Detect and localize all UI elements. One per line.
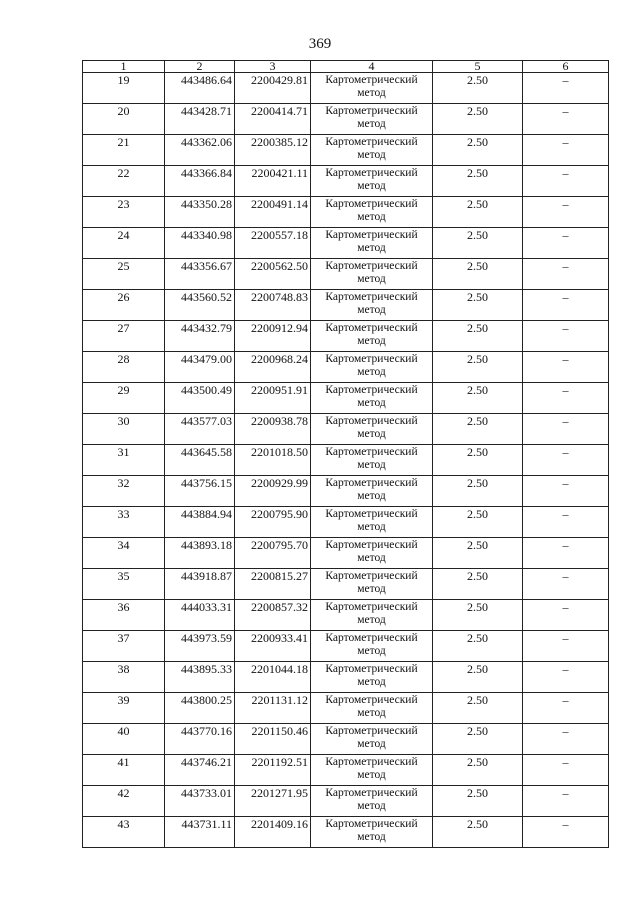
- x-coordinate-cell: 443733.01: [165, 786, 235, 817]
- table-row: [83, 166, 609, 197]
- table-row: [83, 538, 609, 569]
- point-number-cell: 32: [83, 476, 165, 507]
- y-coordinate-cell: 2200951.91: [235, 383, 311, 414]
- column-header-4: 4: [311, 61, 433, 73]
- point-number-cell: 40: [83, 724, 165, 755]
- method-cell: Картометрический метод: [311, 786, 433, 817]
- y-coordinate-cell: 2201131.12: [235, 693, 311, 724]
- y-coordinate-cell: 2201044.18: [235, 662, 311, 693]
- accuracy-cell: 2.50: [433, 507, 523, 538]
- point-number-cell: 33: [83, 507, 165, 538]
- point-number-cell: 39: [83, 693, 165, 724]
- x-coordinate-cell: 443770.16: [165, 724, 235, 755]
- method-cell: Картометрический метод: [311, 817, 433, 848]
- method-cell: Картометрический метод: [311, 569, 433, 600]
- accuracy-cell: 2.50: [433, 538, 523, 569]
- table-row: [83, 321, 609, 352]
- table-row: [83, 228, 609, 259]
- accuracy-cell: 2.50: [433, 817, 523, 848]
- y-coordinate-cell: 2200938.78: [235, 414, 311, 445]
- x-coordinate-cell: 443893.18: [165, 538, 235, 569]
- accuracy-cell: 2.50: [433, 600, 523, 631]
- x-coordinate-cell: 443918.87: [165, 569, 235, 600]
- x-coordinate-cell: 443350.28: [165, 197, 235, 228]
- column-header-2: 2: [165, 61, 235, 73]
- y-coordinate-cell: 2200491.14: [235, 197, 311, 228]
- method-cell: Картометрический метод: [311, 600, 433, 631]
- note-cell: –: [523, 538, 609, 569]
- method-cell: Картометрический метод: [311, 662, 433, 693]
- method-cell: Картометрический метод: [311, 166, 433, 197]
- x-coordinate-cell: 443731.11: [165, 817, 235, 848]
- x-coordinate-cell: 443428.71: [165, 104, 235, 135]
- method-cell: Картометрический метод: [311, 693, 433, 724]
- table-row: [83, 352, 609, 383]
- point-number-cell: 23: [83, 197, 165, 228]
- note-cell: –: [523, 197, 609, 228]
- x-coordinate-cell: 443756.15: [165, 476, 235, 507]
- note-cell: –: [523, 693, 609, 724]
- table-row: [83, 197, 609, 228]
- point-number-cell: 31: [83, 445, 165, 476]
- x-coordinate-cell: 443895.33: [165, 662, 235, 693]
- accuracy-cell: 2.50: [433, 290, 523, 321]
- method-cell: Картометрический метод: [311, 352, 433, 383]
- note-cell: –: [523, 166, 609, 197]
- note-cell: –: [523, 662, 609, 693]
- note-cell: –: [523, 724, 609, 755]
- point-number-cell: 30: [83, 414, 165, 445]
- point-number-cell: 37: [83, 631, 165, 662]
- method-cell: Картометрический метод: [311, 259, 433, 290]
- column-header-1: 1: [83, 61, 165, 73]
- column-header-3: 3: [235, 61, 311, 73]
- x-coordinate-cell: 443973.59: [165, 631, 235, 662]
- method-cell: Картометрический метод: [311, 445, 433, 476]
- point-number-cell: 43: [83, 817, 165, 848]
- method-cell: Картометрический метод: [311, 507, 433, 538]
- method-cell: Картометрический метод: [311, 631, 433, 662]
- y-coordinate-cell: 2200414.71: [235, 104, 311, 135]
- method-cell: Картометрический метод: [311, 135, 433, 166]
- method-cell: Картометрический метод: [311, 197, 433, 228]
- method-cell: Картометрический метод: [311, 476, 433, 507]
- accuracy-cell: 2.50: [433, 383, 523, 414]
- note-cell: –: [523, 383, 609, 414]
- note-cell: –: [523, 414, 609, 445]
- y-coordinate-cell: 2201150.46: [235, 724, 311, 755]
- table-body: [83, 73, 609, 848]
- note-cell: –: [523, 600, 609, 631]
- accuracy-cell: 2.50: [433, 228, 523, 259]
- table-row: [83, 383, 609, 414]
- y-coordinate-cell: 2200557.18: [235, 228, 311, 259]
- x-coordinate-cell: 443432.79: [165, 321, 235, 352]
- note-cell: –: [523, 352, 609, 383]
- point-number-cell: 22: [83, 166, 165, 197]
- point-number-cell: 36: [83, 600, 165, 631]
- point-number-cell: 41: [83, 755, 165, 786]
- accuracy-cell: 2.50: [433, 569, 523, 600]
- method-cell: Картометрический метод: [311, 321, 433, 352]
- note-cell: –: [523, 321, 609, 352]
- x-coordinate-cell: 443362.06: [165, 135, 235, 166]
- accuracy-cell: 2.50: [433, 352, 523, 383]
- accuracy-cell: 2.50: [433, 104, 523, 135]
- table-row: [83, 724, 609, 755]
- accuracy-cell: 2.50: [433, 786, 523, 817]
- point-number-cell: 38: [83, 662, 165, 693]
- column-header-5: 5: [433, 61, 523, 73]
- x-coordinate-cell: 443340.98: [165, 228, 235, 259]
- table-row: [83, 662, 609, 693]
- accuracy-cell: 2.50: [433, 662, 523, 693]
- table-row: [83, 290, 609, 321]
- accuracy-cell: 2.50: [433, 135, 523, 166]
- note-cell: –: [523, 259, 609, 290]
- point-number-cell: 42: [83, 786, 165, 817]
- y-coordinate-cell: 2200748.83: [235, 290, 311, 321]
- table-row: [83, 414, 609, 445]
- method-cell: Картометрический метод: [311, 383, 433, 414]
- y-coordinate-cell: 2200795.70: [235, 538, 311, 569]
- accuracy-cell: 2.50: [433, 631, 523, 662]
- table-row: [83, 569, 609, 600]
- note-cell: –: [523, 817, 609, 848]
- x-coordinate-cell: 443560.52: [165, 290, 235, 321]
- accuracy-cell: 2.50: [433, 414, 523, 445]
- point-number-cell: 19: [83, 73, 165, 104]
- point-number-cell: 26: [83, 290, 165, 321]
- note-cell: –: [523, 135, 609, 166]
- y-coordinate-cell: 2200929.99: [235, 476, 311, 507]
- x-coordinate-cell: 443479.00: [165, 352, 235, 383]
- x-coordinate-cell: 443800.25: [165, 693, 235, 724]
- x-coordinate-cell: 443500.49: [165, 383, 235, 414]
- page-number: 369: [308, 36, 332, 52]
- accuracy-cell: 2.50: [433, 445, 523, 476]
- accuracy-cell: 2.50: [433, 724, 523, 755]
- accuracy-cell: 2.50: [433, 166, 523, 197]
- accuracy-cell: 2.50: [433, 197, 523, 228]
- y-coordinate-cell: 2201271.95: [235, 786, 311, 817]
- point-number-cell: 24: [83, 228, 165, 259]
- y-coordinate-cell: 2200429.81: [235, 73, 311, 104]
- y-coordinate-cell: 2200933.41: [235, 631, 311, 662]
- y-coordinate-cell: 2200562.50: [235, 259, 311, 290]
- x-coordinate-cell: 443746.21: [165, 755, 235, 786]
- method-cell: Картометрический метод: [311, 755, 433, 786]
- note-cell: –: [523, 476, 609, 507]
- note-cell: –: [523, 73, 609, 104]
- x-coordinate-cell: 443645.58: [165, 445, 235, 476]
- coordinates-table: [82, 60, 609, 848]
- x-coordinate-cell: 443884.94: [165, 507, 235, 538]
- accuracy-cell: 2.50: [433, 693, 523, 724]
- y-coordinate-cell: 2201409.16: [235, 817, 311, 848]
- table-row: [83, 755, 609, 786]
- table-row: [83, 259, 609, 290]
- point-number-cell: 35: [83, 569, 165, 600]
- point-number-cell: 21: [83, 135, 165, 166]
- table-row: [83, 693, 609, 724]
- y-coordinate-cell: 2201192.51: [235, 755, 311, 786]
- method-cell: Картометрический метод: [311, 538, 433, 569]
- table-row: [83, 73, 609, 104]
- point-number-cell: 27: [83, 321, 165, 352]
- note-cell: –: [523, 631, 609, 662]
- header-row: [83, 61, 609, 73]
- note-cell: –: [523, 445, 609, 476]
- x-coordinate-cell: 444033.31: [165, 600, 235, 631]
- table-row: [83, 476, 609, 507]
- point-number-cell: 25: [83, 259, 165, 290]
- table-row: [83, 135, 609, 166]
- accuracy-cell: 2.50: [433, 476, 523, 507]
- method-cell: Картометрический метод: [311, 104, 433, 135]
- x-coordinate-cell: 443486.64: [165, 73, 235, 104]
- table-row: [83, 507, 609, 538]
- note-cell: –: [523, 507, 609, 538]
- accuracy-cell: 2.50: [433, 321, 523, 352]
- note-cell: –: [523, 755, 609, 786]
- note-cell: –: [523, 290, 609, 321]
- method-cell: Картометрический метод: [311, 73, 433, 104]
- y-coordinate-cell: 2200815.27: [235, 569, 311, 600]
- note-cell: –: [523, 104, 609, 135]
- point-number-cell: 34: [83, 538, 165, 569]
- method-cell: Картометрический метод: [311, 290, 433, 321]
- y-coordinate-cell: 2200421.11: [235, 166, 311, 197]
- accuracy-cell: 2.50: [433, 755, 523, 786]
- table-row: [83, 631, 609, 662]
- note-cell: –: [523, 228, 609, 259]
- method-cell: Картометрический метод: [311, 414, 433, 445]
- point-number-cell: 28: [83, 352, 165, 383]
- y-coordinate-cell: 2200795.90: [235, 507, 311, 538]
- table-row: [83, 817, 609, 848]
- table-row: [83, 104, 609, 135]
- method-cell: Картометрический метод: [311, 228, 433, 259]
- method-cell: Картометрический метод: [311, 724, 433, 755]
- point-number-cell: 20: [83, 104, 165, 135]
- note-cell: –: [523, 569, 609, 600]
- table-row: [83, 445, 609, 476]
- note-cell: –: [523, 786, 609, 817]
- x-coordinate-cell: 443366.84: [165, 166, 235, 197]
- y-coordinate-cell: 2201018.50: [235, 445, 311, 476]
- accuracy-cell: 2.50: [433, 259, 523, 290]
- accuracy-cell: 2.50: [433, 73, 523, 104]
- y-coordinate-cell: 2200968.24: [235, 352, 311, 383]
- y-coordinate-cell: 2200385.12: [235, 135, 311, 166]
- x-coordinate-cell: 443577.03: [165, 414, 235, 445]
- column-header-6: 6: [523, 61, 609, 73]
- table-row: [83, 786, 609, 817]
- y-coordinate-cell: 2200857.32: [235, 600, 311, 631]
- x-coordinate-cell: 443356.67: [165, 259, 235, 290]
- table-row: [83, 600, 609, 631]
- point-number-cell: 29: [83, 383, 165, 414]
- y-coordinate-cell: 2200912.94: [235, 321, 311, 352]
